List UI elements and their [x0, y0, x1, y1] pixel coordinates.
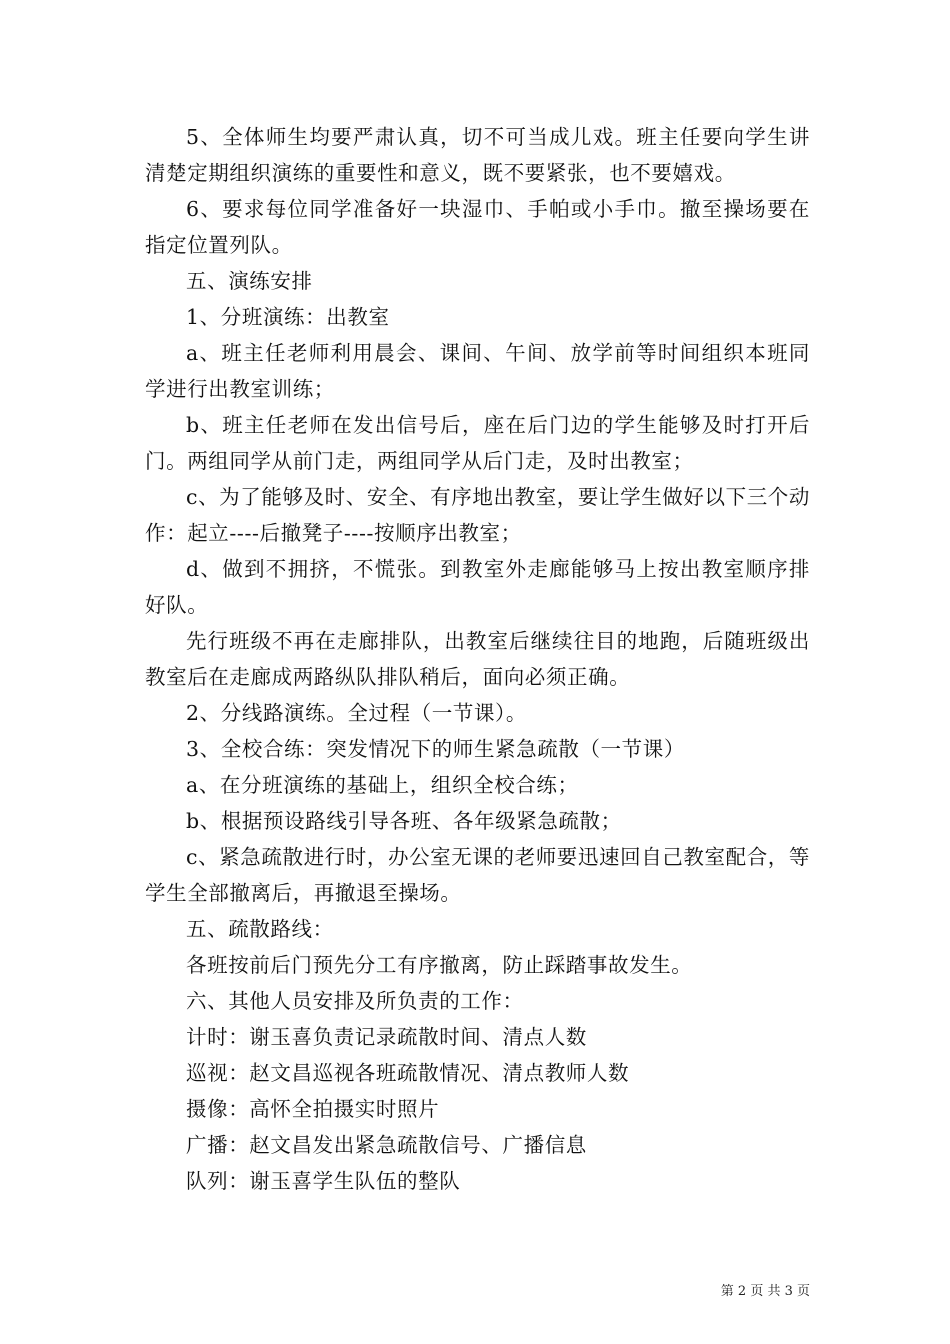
paragraph-item-a: a、班主任老师利用晨会、课间、午间、放学前等时间组织本班同学进行出教室训练；	[145, 341, 810, 401]
staff-patrol: 巡视：赵文昌巡视各班疏散情况、清点教师人数	[186, 1061, 630, 1085]
subheading-school-drill: 3、全校合练：突发情况下的师生紧急疏散（一节课）	[186, 737, 685, 761]
paragraph-item-b: b、班主任老师在发出信号后，座在后门边的学生能够及时打开后门。两组同学从前门走，两组同学从后门走，及时出教室；	[145, 413, 810, 473]
paragraph-item-c2: c、紧急疏散进行时，办公室无课的老师要迅速回自己教室配合，等学生全部撤离后，再撤退至操场。	[145, 845, 810, 905]
document-body	[145, 119, 810, 1199]
paragraph-item-c: c、为了能够及时、安全、有序地出教室，要让学生做好以下三个动作：起立----后撤凳子----按顺序出教室；	[145, 485, 810, 545]
subheading-class-drill: 1、分班演练：出教室	[186, 305, 390, 329]
paragraph-lead-class: 先行班级不再在走廊排队，出教室后继续往目的地跑，后随班级出教室后在走廊成两路纵队排队稍后，面向必须正确。	[145, 629, 810, 689]
paragraph-item-6: 6、要求每位同学准备好一块湿巾、手帕或小手巾。撤至操场要在指定位置列队。	[145, 197, 810, 257]
paragraph-item-b2: b、根据预设路线引导各班、各年级紧急疏散；	[186, 809, 622, 833]
page-number: 第 2 页 共 3 页	[720, 1284, 810, 1299]
staff-broadcast: 广播：赵文昌发出紧急疏散信号、广播信息	[186, 1133, 587, 1157]
section-heading-staff: 六、其他人员安排及所负责的工作：	[186, 989, 524, 1013]
paragraph-evacuation-route: 各班按前后门预先分工有序撤离，防止踩踏事故发生。	[186, 953, 693, 977]
section-heading-drill-arrangement: 五、演练安排	[186, 269, 313, 293]
paragraph-item-d: d、做到不拥挤，不慌张。到教室外走廊能够马上按出教室顺序排好队。	[145, 557, 810, 617]
paragraph-item-a2: a、在分班演练的基础上，组织全校合练；	[186, 773, 579, 797]
staff-queue: 队列：谢玉喜学生队伍的整队	[186, 1169, 461, 1193]
staff-timing: 计时：谢玉喜负责记录疏散时间、清点人数	[186, 1025, 587, 1049]
paragraph-item-5: 5、全体师生均要严肃认真，切不可当成儿戏。班主任要向学生讲清楚定期组织演练的重要性和意义，既不要紧张，也不要嬉戏。	[145, 125, 810, 185]
section-heading-evacuation-route: 五、疏散路线：	[186, 917, 334, 941]
staff-photography: 摄像：高怀全拍摄实时照片	[186, 1097, 440, 1121]
subheading-route-drill: 2、分线路演练。全过程（一节课）。	[186, 701, 527, 725]
